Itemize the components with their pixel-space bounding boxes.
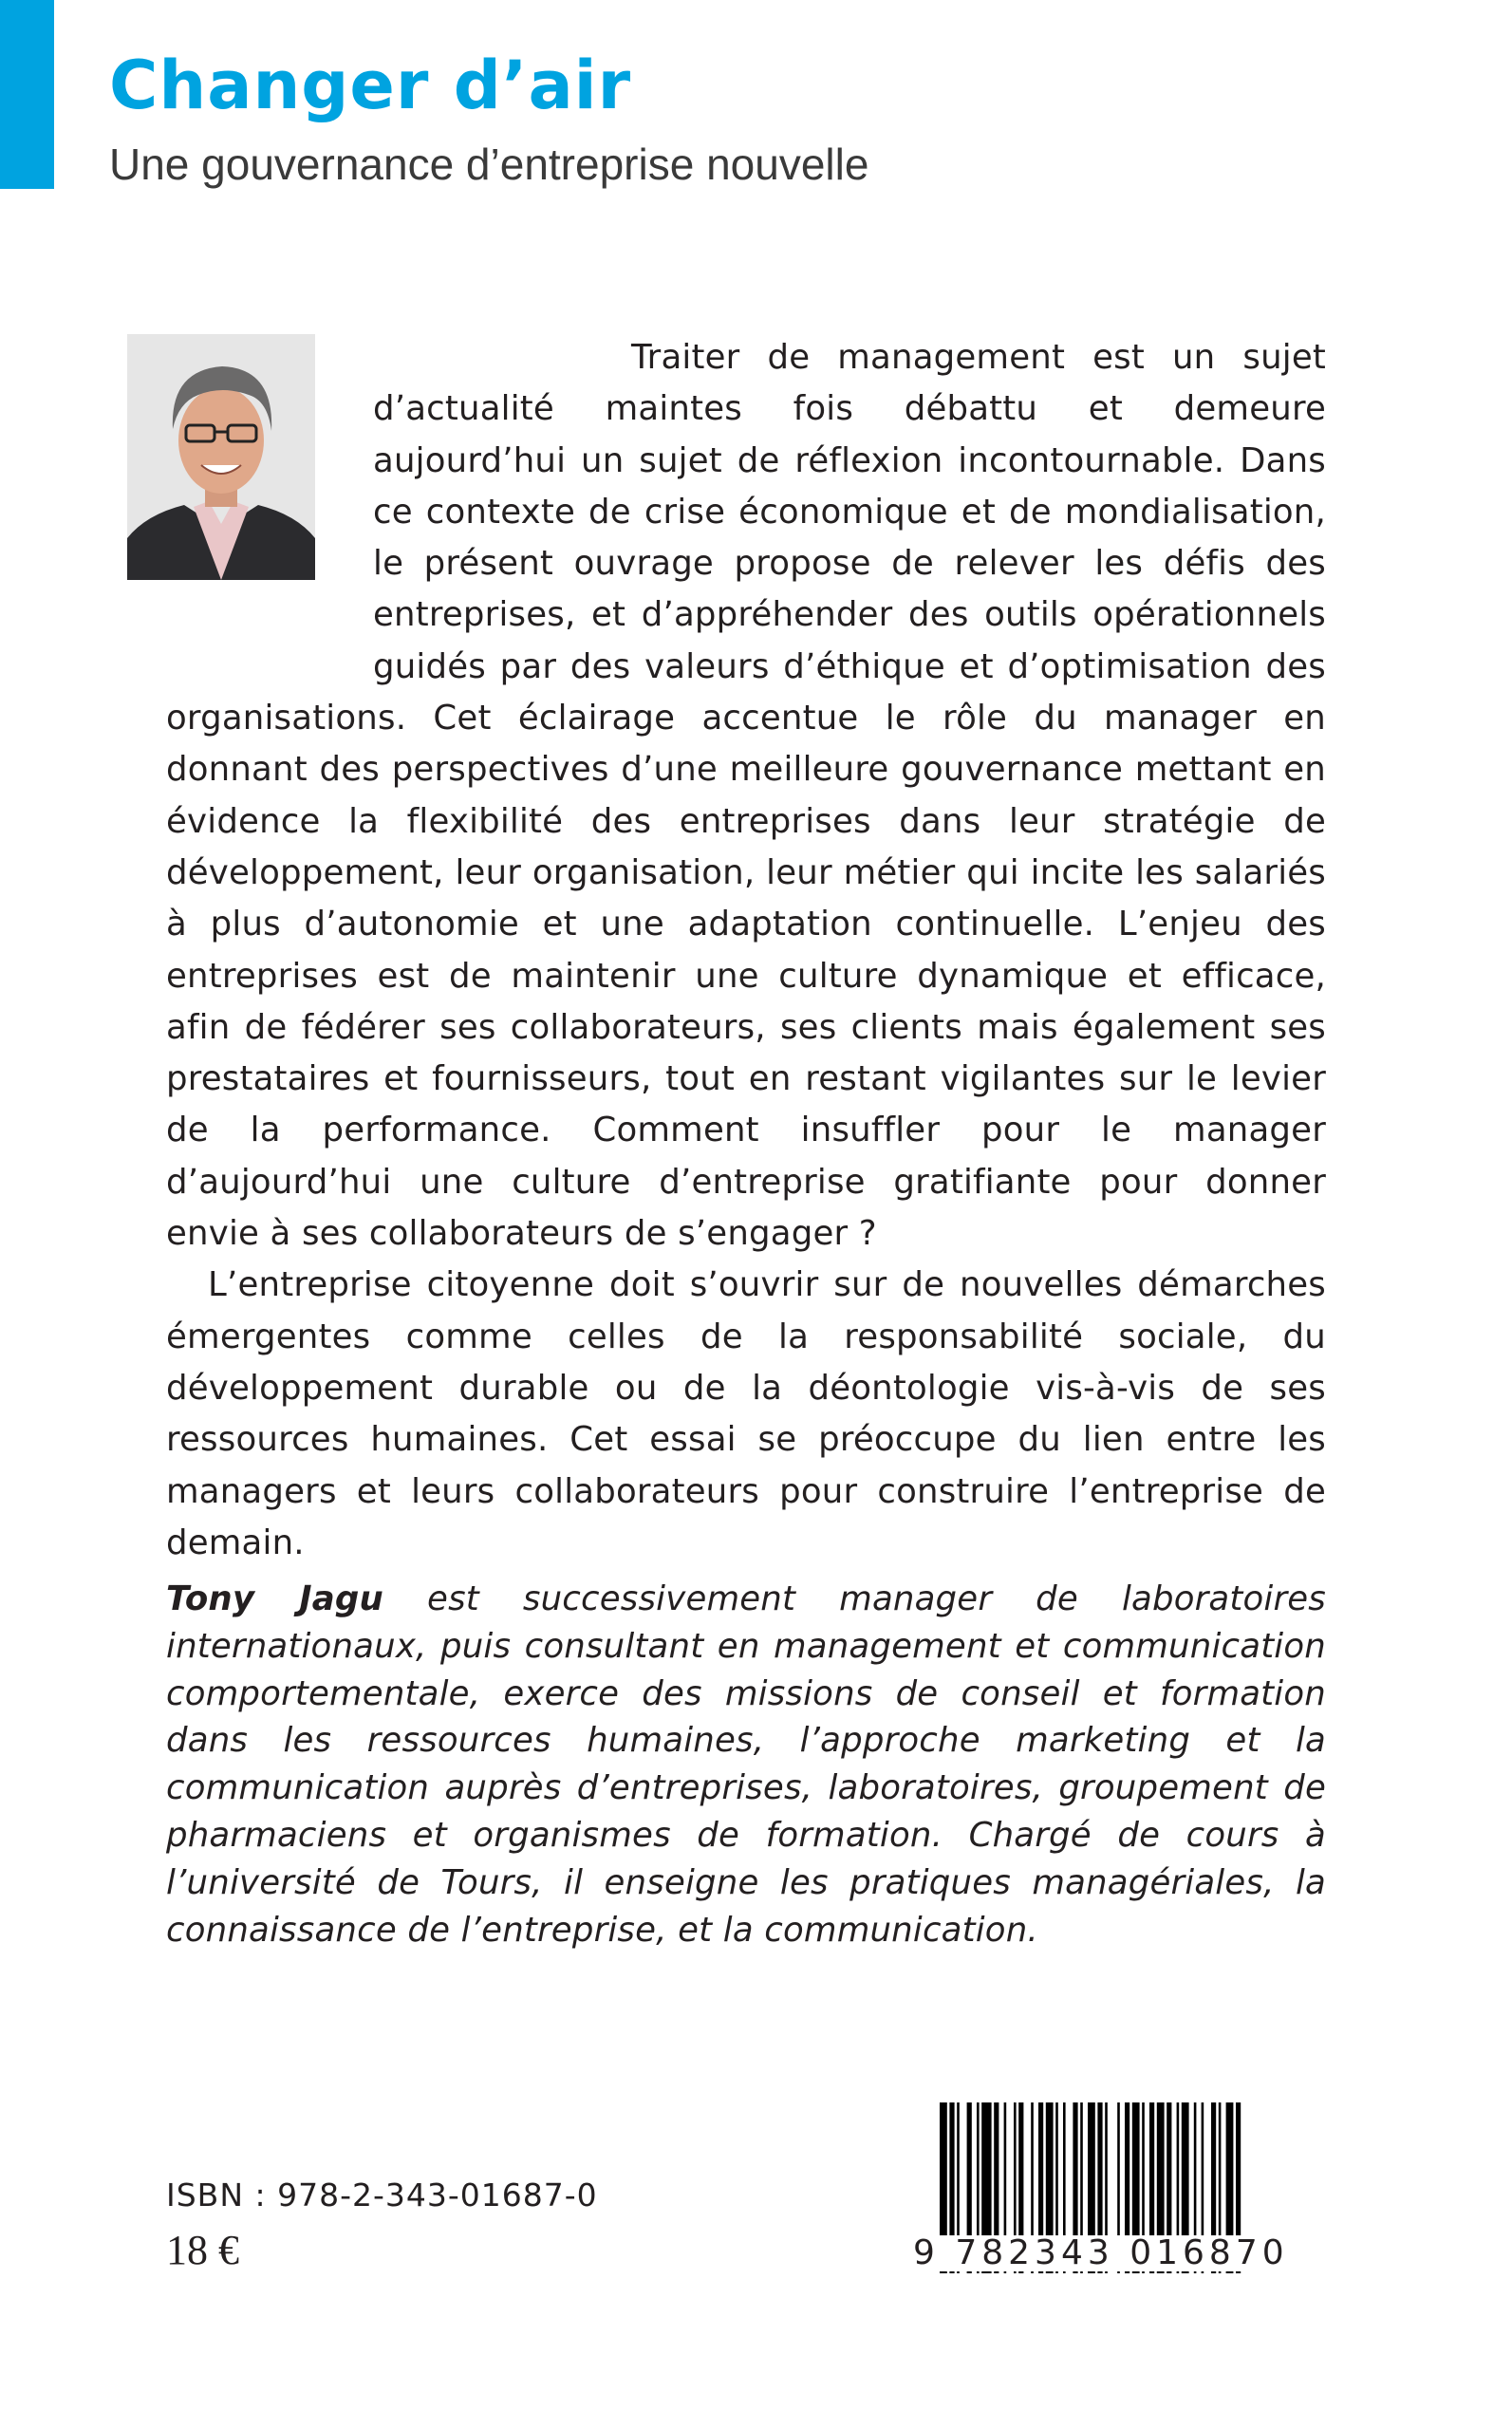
- author-bio-text: est successivement manager de laboratoires internationaux, puis consultant en management et communication comportementale, exerce des missions de conseil et formation dans les ressources humaines, l’approche marketing et la communication auprès d’entreprises, laboratoires, groupement de pharmaciens et organismes de formation. Chargé de cours à l’université de Tours, il enseigne les pratiques managériales, la connaissance de l’entreprise, et la communication.: [166, 1579, 1327, 1950]
- book-title: Changer d’air: [109, 47, 632, 124]
- back-cover-blurb: [166, 332, 1326, 1569]
- accent-bar: [0, 0, 54, 189]
- isbn: ISBN : 978-2-343-01687-0: [166, 2176, 598, 2214]
- photo-wrap-spacer: [166, 332, 373, 642]
- author-bio: [166, 1576, 1326, 1953]
- barcode-digits: 9 782343 016870: [913, 2235, 1312, 2271]
- author-name: Tony Jagu: [166, 1579, 383, 1618]
- price: 18 €: [166, 2227, 239, 2273]
- blurb-paragraph-2: L’entreprise citoyenne doit s’ouvrir sur de nouvelles démarches émergentes comme celles de la responsabilité sociale, du développement durable ou de la déontologie vis-à-vis de ses ressources humaines. Cet essai se préoccupe du lien entre les managers et leurs collaborateurs pour construire l’entreprise de demain.: [166, 1265, 1326, 1562]
- blurb-paragraph-1: Traiter de management est un sujet d’actualité maintes fois débattu et demeure aujourd’hui un sujet de réflexion incontournable. Dans ce contexte de crise économique et de mondialisation, le présent ouvrage propose de relever les défis des entreprises, et d’appréhender des outils opérationnels guidés par des valeurs d’éthique et d’optimisation des organisations. Cet éclairage accentue le rôle du manager en donnant des perspectives d’une meilleure gouvernance mettant en évidence la flexibilité des entreprises dans leur stratégie de développement, leur organisation, leur métier qui incite les salariés à plus d’autonomie et une adaptation continuelle. L’enjeu des entreprises est de maintenir une culture dynamique et efficace, afin de fédérer ses collaborateurs, ses clients mais également ses prestataires et fournisseurs, tout en restant vigilantes sur le levier de la performance. Comment insuffler pour le manager d’aujourd’hui une culture d’entreprise gratifiante pour donner envie à ses collaborateurs de s’engager ?: [166, 338, 1326, 1254]
- book-subtitle: Une gouvernance d’entreprise nouvelle: [109, 140, 869, 189]
